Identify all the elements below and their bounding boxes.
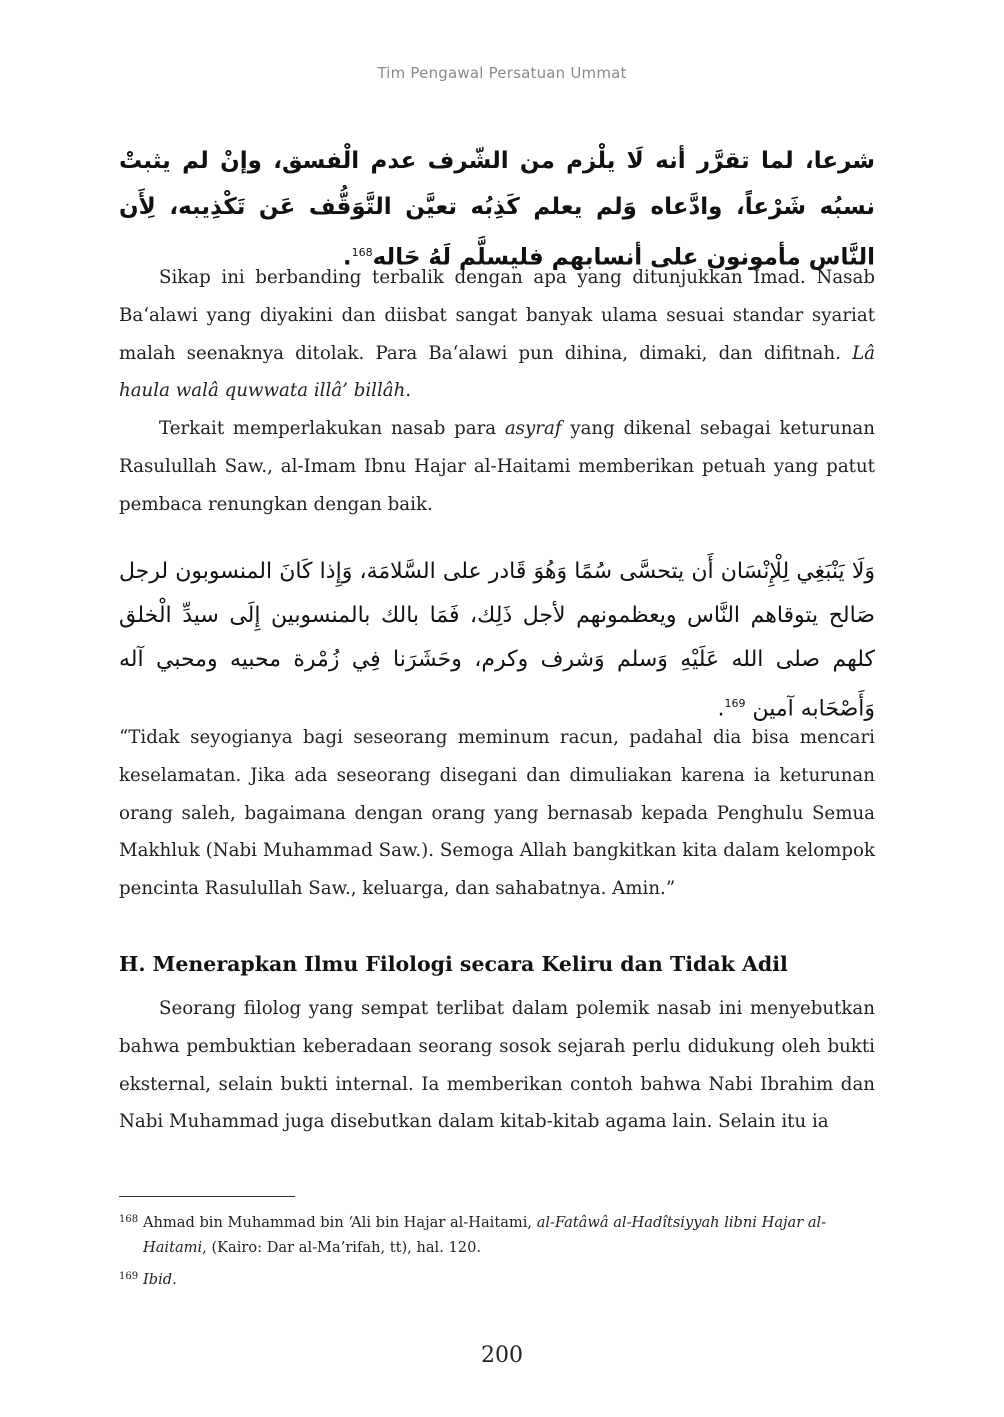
body-paragraph-2: [119, 410, 875, 523]
footnote-number: 168: [119, 1214, 139, 1225]
footnote-ibid: Ibid.: [143, 1271, 177, 1288]
arabic-quote-block-2: [119, 550, 875, 731]
italic-term: asyraf: [504, 418, 562, 439]
footnote-citation: Ahmad bin Muhammad bin ‘Ali bin Hajar al-Haitami,: [143, 1214, 537, 1231]
section-heading: H. Menerapkan Ilmu Filologi secara Keliru dan Tidak Adil: [119, 952, 788, 976]
paragraph-text: Sikap ini berbanding terbalik dengan apa yang ditunjukkan Imad. Nasab Ba‘alawi yang diyakini dan diisbat sangat banyak ulama sesuai standar syariat malah seenaknya ditolak. Para Ba‘alawi pun dihina, dimaki, dan difitnah.: [119, 267, 875, 364]
italic-phrase: Lâ haula walâ quwwata illâ’ billâh: [119, 342, 875, 402]
footnote-publication: , (Kairo: Dar al-Ma’rifah, tt), hal. 120.: [202, 1239, 481, 1256]
paragraph-text: Terkait memperlakukan nasab para: [159, 418, 505, 439]
paragraph-text-end: yang dikenal sebagai keturunan Rasulullah Saw., al-Imam Ibnu Hajar al-Haitami memberikan petuah yang patut pembaca renungkan dengan baik.: [119, 418, 875, 515]
footnote-168: [119, 1210, 875, 1260]
arabic-quote-end: .: [717, 696, 725, 722]
footnote-ref-168[interactable]: 168: [351, 246, 373, 259]
body-paragraph-1: [119, 259, 875, 410]
footnotes: [119, 1210, 875, 1299]
footnote-ref-169[interactable]: 169: [724, 697, 746, 710]
translation-quote: “Tidak seyogianya bagi seseorang meminum racun, padahal dia bisa mencari keselamatan. Jika ada seseorang disegani dan dimuliakan karena ia keturunan orang saleh, bagaimana dengan orang yang bernasab kepada Penghulu Semua Makhluk (Nabi Muhammad Saw.). Semoga Allah bangkitkan kita dalam kelompok pencinta Rasulullah Saw., keluarga, dan sahabatnya. Amin.”: [119, 727, 875, 900]
footnote-text: [143, 1210, 875, 1260]
footnote-book-title: al-Fatâwâ al-Hadîtsiyyah libni Hajar al-Haitami: [143, 1214, 827, 1256]
footnote-number: 169: [119, 1271, 139, 1282]
paragraph-text-end: .: [405, 380, 412, 402]
footnote-169: [119, 1267, 875, 1292]
arabic-quote-end: .: [342, 244, 352, 271]
footnote-text: [143, 1267, 875, 1292]
page-number: 200: [481, 1343, 523, 1368]
arabic-quote-text: شرعا، لما تقرَّر أنه لَا يلْزم من الشّرف عدم الْفسق، وإنْ لم يثبتْ نسبُه شَرْعاً، وادَّعاه وَلم يعلم كَذِبُه تعيَّن التَّوَقُّف عَن تَكْذِيبه، لِأَن النَّاس مأمونون على أنسابهم فليسلَّم لَهُ حَاله: [119, 148, 875, 271]
arabic-quote-text: وَلَا يَنْبَغِي لِلْإِنْسَان أَن يتحسَّى سُمًا وَهُوَ قَادر على السَّلامَة، وَإِذا كَانَ المنسوبون لرجل صَالح يتوقاهم النَّاس ويعظمونهم لأجل ذَلِك، فَمَا بالك بالمنسوبين إِلَى سيدِّ الْخلق كلهم صلى الله عَلَيْهِ وَسلم وَشرف وكرم، وحَشَرَنا فِي زُمْرة محبيه ومحبي آله وَأَصْحَابه آمين: [119, 559, 875, 722]
running-header: Tim Pengawal Persatuan Ummat: [377, 64, 627, 82]
body-paragraph-3: Seorang filolog yang sempat terlibat dalam polemik nasab ini menyebutkan bahwa pembuktian keberadaan seorang sosok sejarah perlu didukung oleh bukti eksternal, selain bukti internal. Ia memberikan contoh bahwa Nabi Ibrahim dan Nabi Muhammad juga disebutkan dalam kitab-kitab agama lain. Selain itu ia: [119, 998, 875, 1133]
footnote-divider: [119, 1196, 295, 1197]
